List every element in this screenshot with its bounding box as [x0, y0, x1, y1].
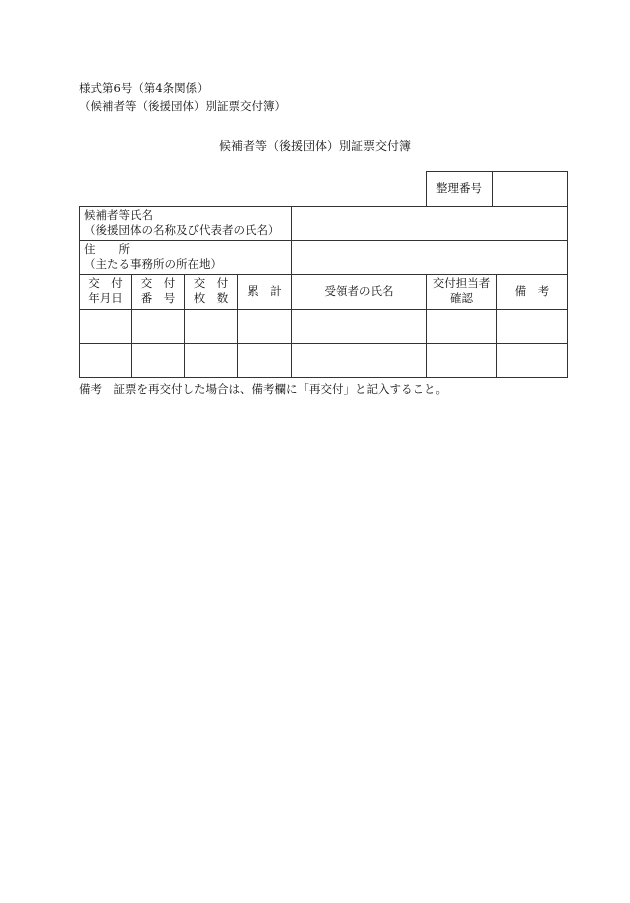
- table-border: [79, 377, 568, 378]
- column-header-recipient-name: 受領者の氏名: [324, 284, 394, 298]
- column-header-issue-number: 交 付 番 号: [140, 276, 176, 305]
- column-header-remarks: 備 考: [514, 284, 550, 298]
- table-border: [567, 171, 568, 378]
- table-border: [79, 343, 568, 344]
- table-border: [291, 206, 292, 275]
- column-header-issue-count: 交 付 枚 数: [193, 276, 229, 305]
- table-border: [79, 309, 568, 310]
- remarks-note: 備考 証票を再交付した場合は、備考欄に「再交付」と記入すること。: [79, 382, 447, 396]
- table-border: [426, 171, 568, 172]
- table-border: [492, 171, 493, 207]
- reference-number-label: 整理番号: [436, 181, 482, 195]
- table-border: [79, 240, 568, 241]
- address-label: 住 所 （主たる事務所の所在地）: [84, 242, 222, 271]
- form-subtitle: （候補者等（後援団体）別証票交付簿）: [79, 99, 286, 113]
- column-header-officer-confirmation: 交付担当者 確認: [432, 276, 491, 305]
- table-border: [79, 206, 568, 207]
- document-title: 候補者等（後援団体）別証票交付簿: [218, 139, 411, 153]
- column-header-issue-date: 交 付 年月日: [88, 276, 123, 305]
- form-reference: 様式第6号（第4条関係）: [79, 81, 209, 95]
- table-border: [79, 274, 568, 275]
- column-header-cumulative: 累 計: [247, 284, 282, 298]
- candidate-name-label: 候補者等氏名 （後援団体の名称及び代表者の氏名）: [84, 208, 280, 237]
